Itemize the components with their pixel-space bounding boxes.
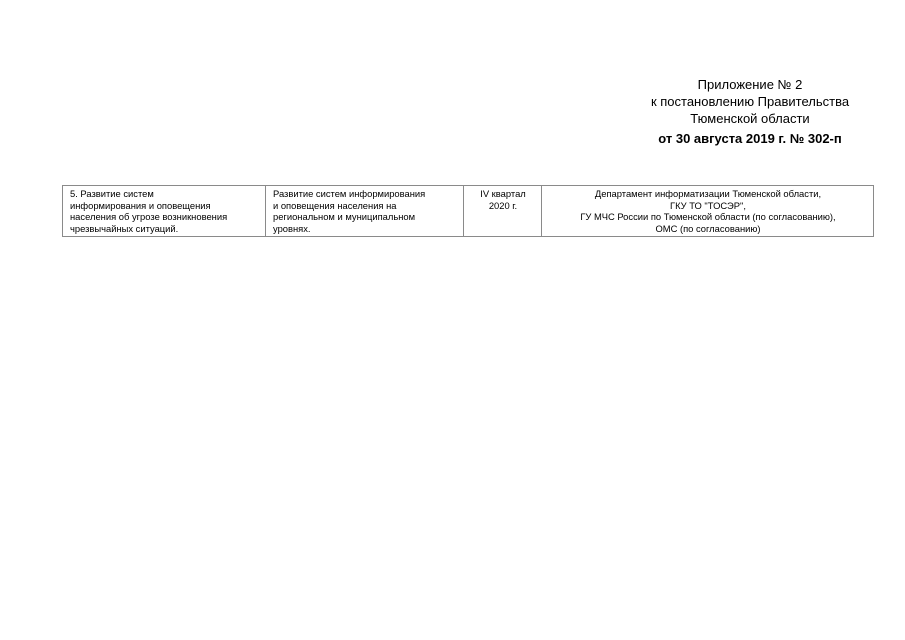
appendix-header bbox=[620, 76, 880, 147]
cell-text-line: Развитие систем информирования bbox=[273, 188, 426, 199]
appendix-region: Тюменской области bbox=[690, 111, 810, 126]
appendix-decree-date: от 30 августа 2019 г. № 302-п bbox=[658, 131, 842, 146]
cell-text-line: ГКУ ТО "ТОСЭР", bbox=[670, 199, 746, 211]
cell-text-line: информирования и оповещения bbox=[70, 199, 211, 211]
appendix-number: Приложение № 2 bbox=[697, 77, 803, 92]
responsible-cell bbox=[542, 186, 874, 237]
appendix-reference: к постановлению Правительства bbox=[650, 94, 850, 109]
cell-text-line: Департамент информатизации Тюменской области, bbox=[594, 188, 822, 199]
cell-text-line: 5. Развитие систем bbox=[70, 188, 154, 199]
table-row bbox=[63, 186, 874, 237]
cell-text-line: IV квартал bbox=[480, 188, 526, 199]
deadline-cell bbox=[464, 186, 542, 237]
cell-text-line: 2020 г. bbox=[488, 199, 518, 211]
cell-text-line: региональном и муниципальном bbox=[273, 211, 416, 222]
cell-text-line: чрезвычайных ситуаций. bbox=[70, 222, 179, 234]
cell-text-line: населения об угрозе возникновения bbox=[70, 211, 228, 222]
cell-text-line: ГУ МЧС России по Тюменской области (по согласованию), bbox=[580, 211, 836, 222]
cell-text-line: ОМС (по согласованию) bbox=[655, 222, 761, 234]
cell-text-line: и оповещения населения на bbox=[273, 199, 397, 211]
measures-table bbox=[62, 185, 874, 237]
cell-text-line: уровнях. bbox=[273, 222, 311, 234]
measure-name-cell bbox=[63, 186, 266, 237]
measure-content-cell bbox=[266, 186, 464, 237]
